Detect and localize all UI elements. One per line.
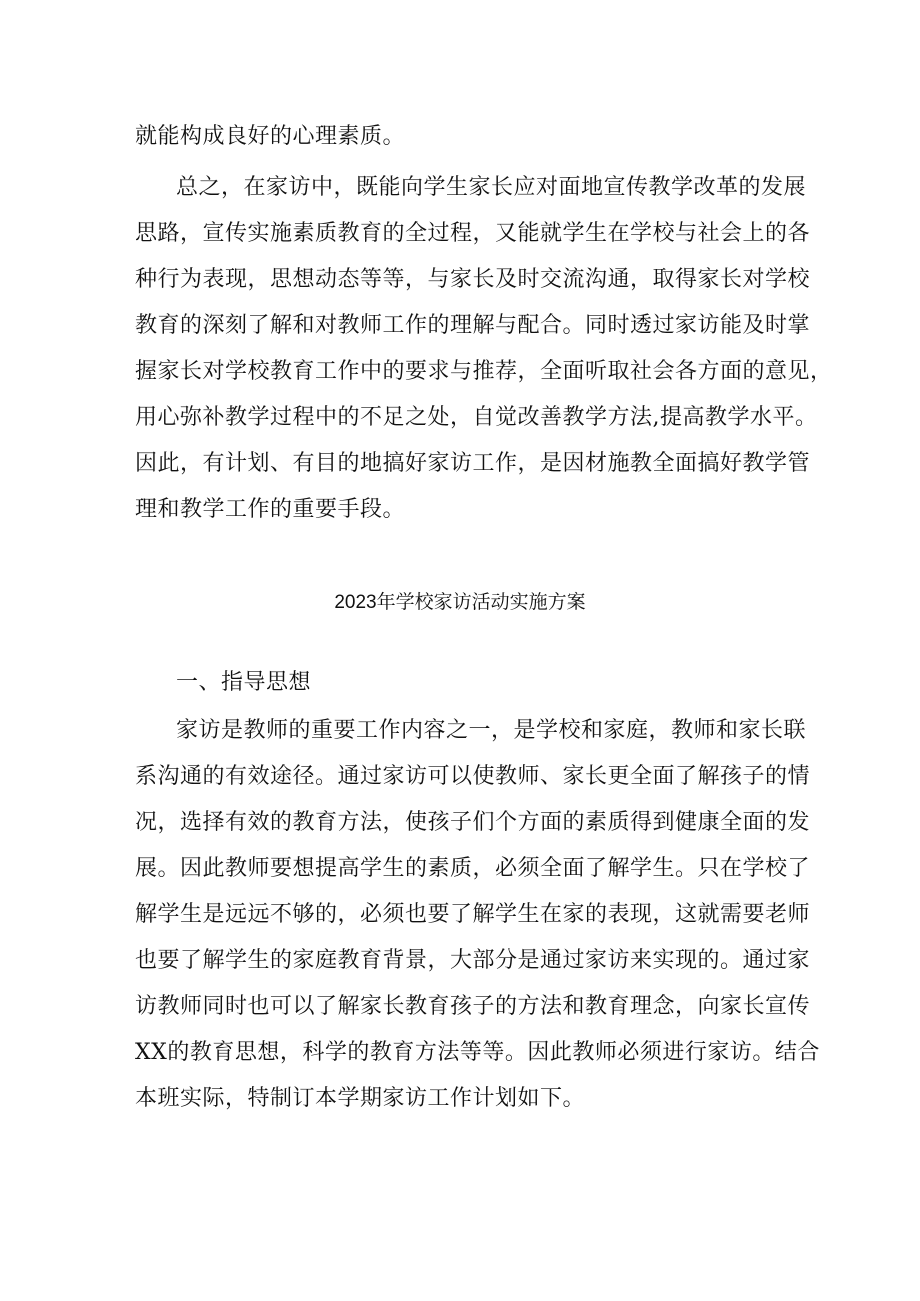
summary-line: 理和教学工作的重要手段。: [135, 497, 406, 522]
continuation-line: 就能构成良好的心理素质。: [135, 124, 406, 149]
guide-line: 本班实际，特制订本学期家访工作计划如下。: [135, 1086, 586, 1111]
summary-line: 总之，在家访中，既能向学生家长应对面地宣传教学改革的发展: [176, 175, 807, 200]
guide-line: 家访是教师的重要工作内容之一，是学校和家庭，教师和家长联: [176, 718, 807, 743]
guide-line: 解学生是远远不够的，必须也要了解学生在家的表现，这就需要老师: [135, 902, 811, 927]
section-heading: 一、指导思想: [176, 670, 312, 695]
document-title: 2023年学校家访活动实施方案: [334, 592, 586, 613]
guide-line: 况，选择有效的教育方法，使孩子们个方面的素质得到健康全面的发: [135, 810, 811, 835]
summary-line: 种行为表现，思想动态等等，与家长及时交流沟通，取得家长对学校: [135, 267, 811, 292]
guide-line: 系沟通的有效途径。通过家访可以使教师、家长更全面了解孩子的情: [135, 764, 811, 789]
guide-line: 访教师同时也可以了解家长教育孩子的方法和教育理念，向家长宣传: [135, 994, 811, 1019]
summary-line: 因此，有计划、有目的地搞好家访工作，是因材施教全面搞好教学管: [135, 451, 811, 476]
guide-line: XX的教育思想，科学的教育方法等等。因此教师必须进行家访。结合: [135, 1040, 820, 1065]
summary-line: 教育的深刻了解和对教师工作的理解与配合。同时透过家访能及时掌: [135, 313, 811, 338]
summary-line: 思路，宣传实施素质教育的全过程，又能就学生在学校与社会上的各: [135, 221, 811, 246]
guide-line: 展。因此教师要想提高学生的素质，必须全面了解学生。只在学校了: [135, 856, 811, 881]
summary-line: 用心弥补教学过程中的不足之处，自觉改善教学方法,提高教学水平。: [135, 405, 818, 430]
guide-line: 也要了解学生的家庭教育背景，大部分是通过家访来实现的。通过家: [135, 948, 811, 973]
summary-line: 握家长对学校教育工作中的要求与推荐，全面听取社会各方面的意见，: [135, 359, 833, 384]
